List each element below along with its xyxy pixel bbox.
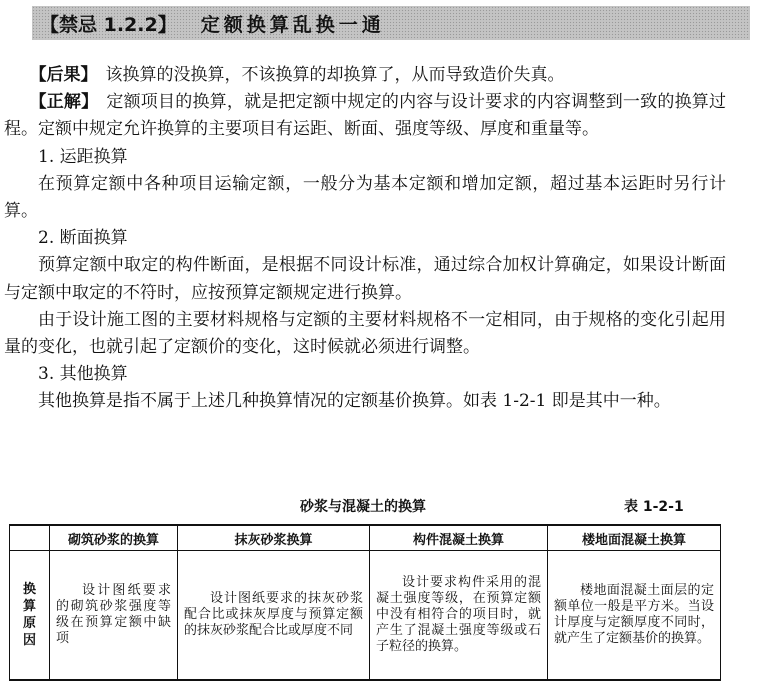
section-paragraph-2-2: 由于设计施工图的主要材料规格与定额的主要材料规格不一定相同，由于规格的变化引起用量的变化，也就引起了定额价的变化，这时候就必须进行调整。 [4, 309, 726, 358]
table-cell: 设计要求构件采用的混凝土强度等级，在预算定额中没有相符合的项目时，就产生了混凝土强度等级或石子粒径的换算。 [370, 551, 548, 681]
table-cell: 设计图纸要求的抹灰砂浆配合比或抹灰厚度与预算定额的抹灰砂浆配合比或厚度不同 [178, 551, 370, 681]
section-heading-3: 3. 其他换算 [38, 364, 128, 385]
solution-paragraph [4, 89, 726, 143]
solution-text: 定额项目的换算，就是把定额中规定的内容与设计要求的内容调整到一致的换算过程。定额中规定允许换算的主要项目有运距、断面、强度等级、厚度和重量等。 [4, 92, 727, 140]
table-row [10, 551, 721, 681]
table-row-label: 换算原因 [10, 551, 50, 681]
table-cell: 设计图纸要求的砌筑砂浆强度等级在预算定额中缺项 [50, 551, 178, 681]
conversion-table [9, 524, 721, 681]
table-header-plaster-mortar: 抹灰砂浆换算 [178, 525, 370, 551]
article-body [4, 62, 726, 416]
section-paragraph-3-1: 其他换算是指不属于上述几种换算情况的定额基价换算。如表 1-2-1 即是其中一种。 [38, 391, 671, 412]
table-header-floor-concrete: 楼地面混凝土换算 [548, 525, 721, 551]
table-number: 表 1-2-1 [624, 499, 684, 515]
table-caption: 砂浆与混凝土的换算 [300, 499, 426, 515]
solution-label: 【正解】 [29, 92, 99, 113]
section-heading-2: 2. 断面换算 [38, 228, 128, 249]
table-header-corner [10, 525, 50, 551]
section-title: 定额换算乱换一通 [200, 13, 385, 36]
section-tag: 【禁忌 1.2.2】 [40, 13, 177, 36]
consequence-label: 【后果】 [29, 65, 98, 85]
table-cell: 楼地面混凝土面层的定额单位一般是平方米。当设计厚度与定额厚度不同时，就产生了定额基价的换算。 [548, 551, 721, 681]
table-header-masonry-mortar: 砌筑砂浆的换算 [50, 525, 178, 551]
consequence-paragraph [4, 62, 726, 89]
table-header-row [10, 525, 721, 551]
consequence-text: 该换算的没换算，不该换算的却换算了，从而导致造价失真。 [105, 65, 565, 85]
section-heading-1: 1. 运距换算 [38, 146, 128, 167]
section-paragraph-1-1: 在预算定额中各种项目运输定额，一般分为基本定额和增加定额，超过基本运距时另行计算。 [4, 173, 726, 222]
section-paragraph-2-1: 预算定额中取定的构件断面，是根据不同设计标准，通过综合加权计算确定，如果设计断面与定额中取定的不符时，应按预算定额规定进行换算。 [4, 255, 726, 303]
table-header-component-concrete: 构件混凝土换算 [370, 525, 548, 551]
section-banner [32, 6, 750, 40]
